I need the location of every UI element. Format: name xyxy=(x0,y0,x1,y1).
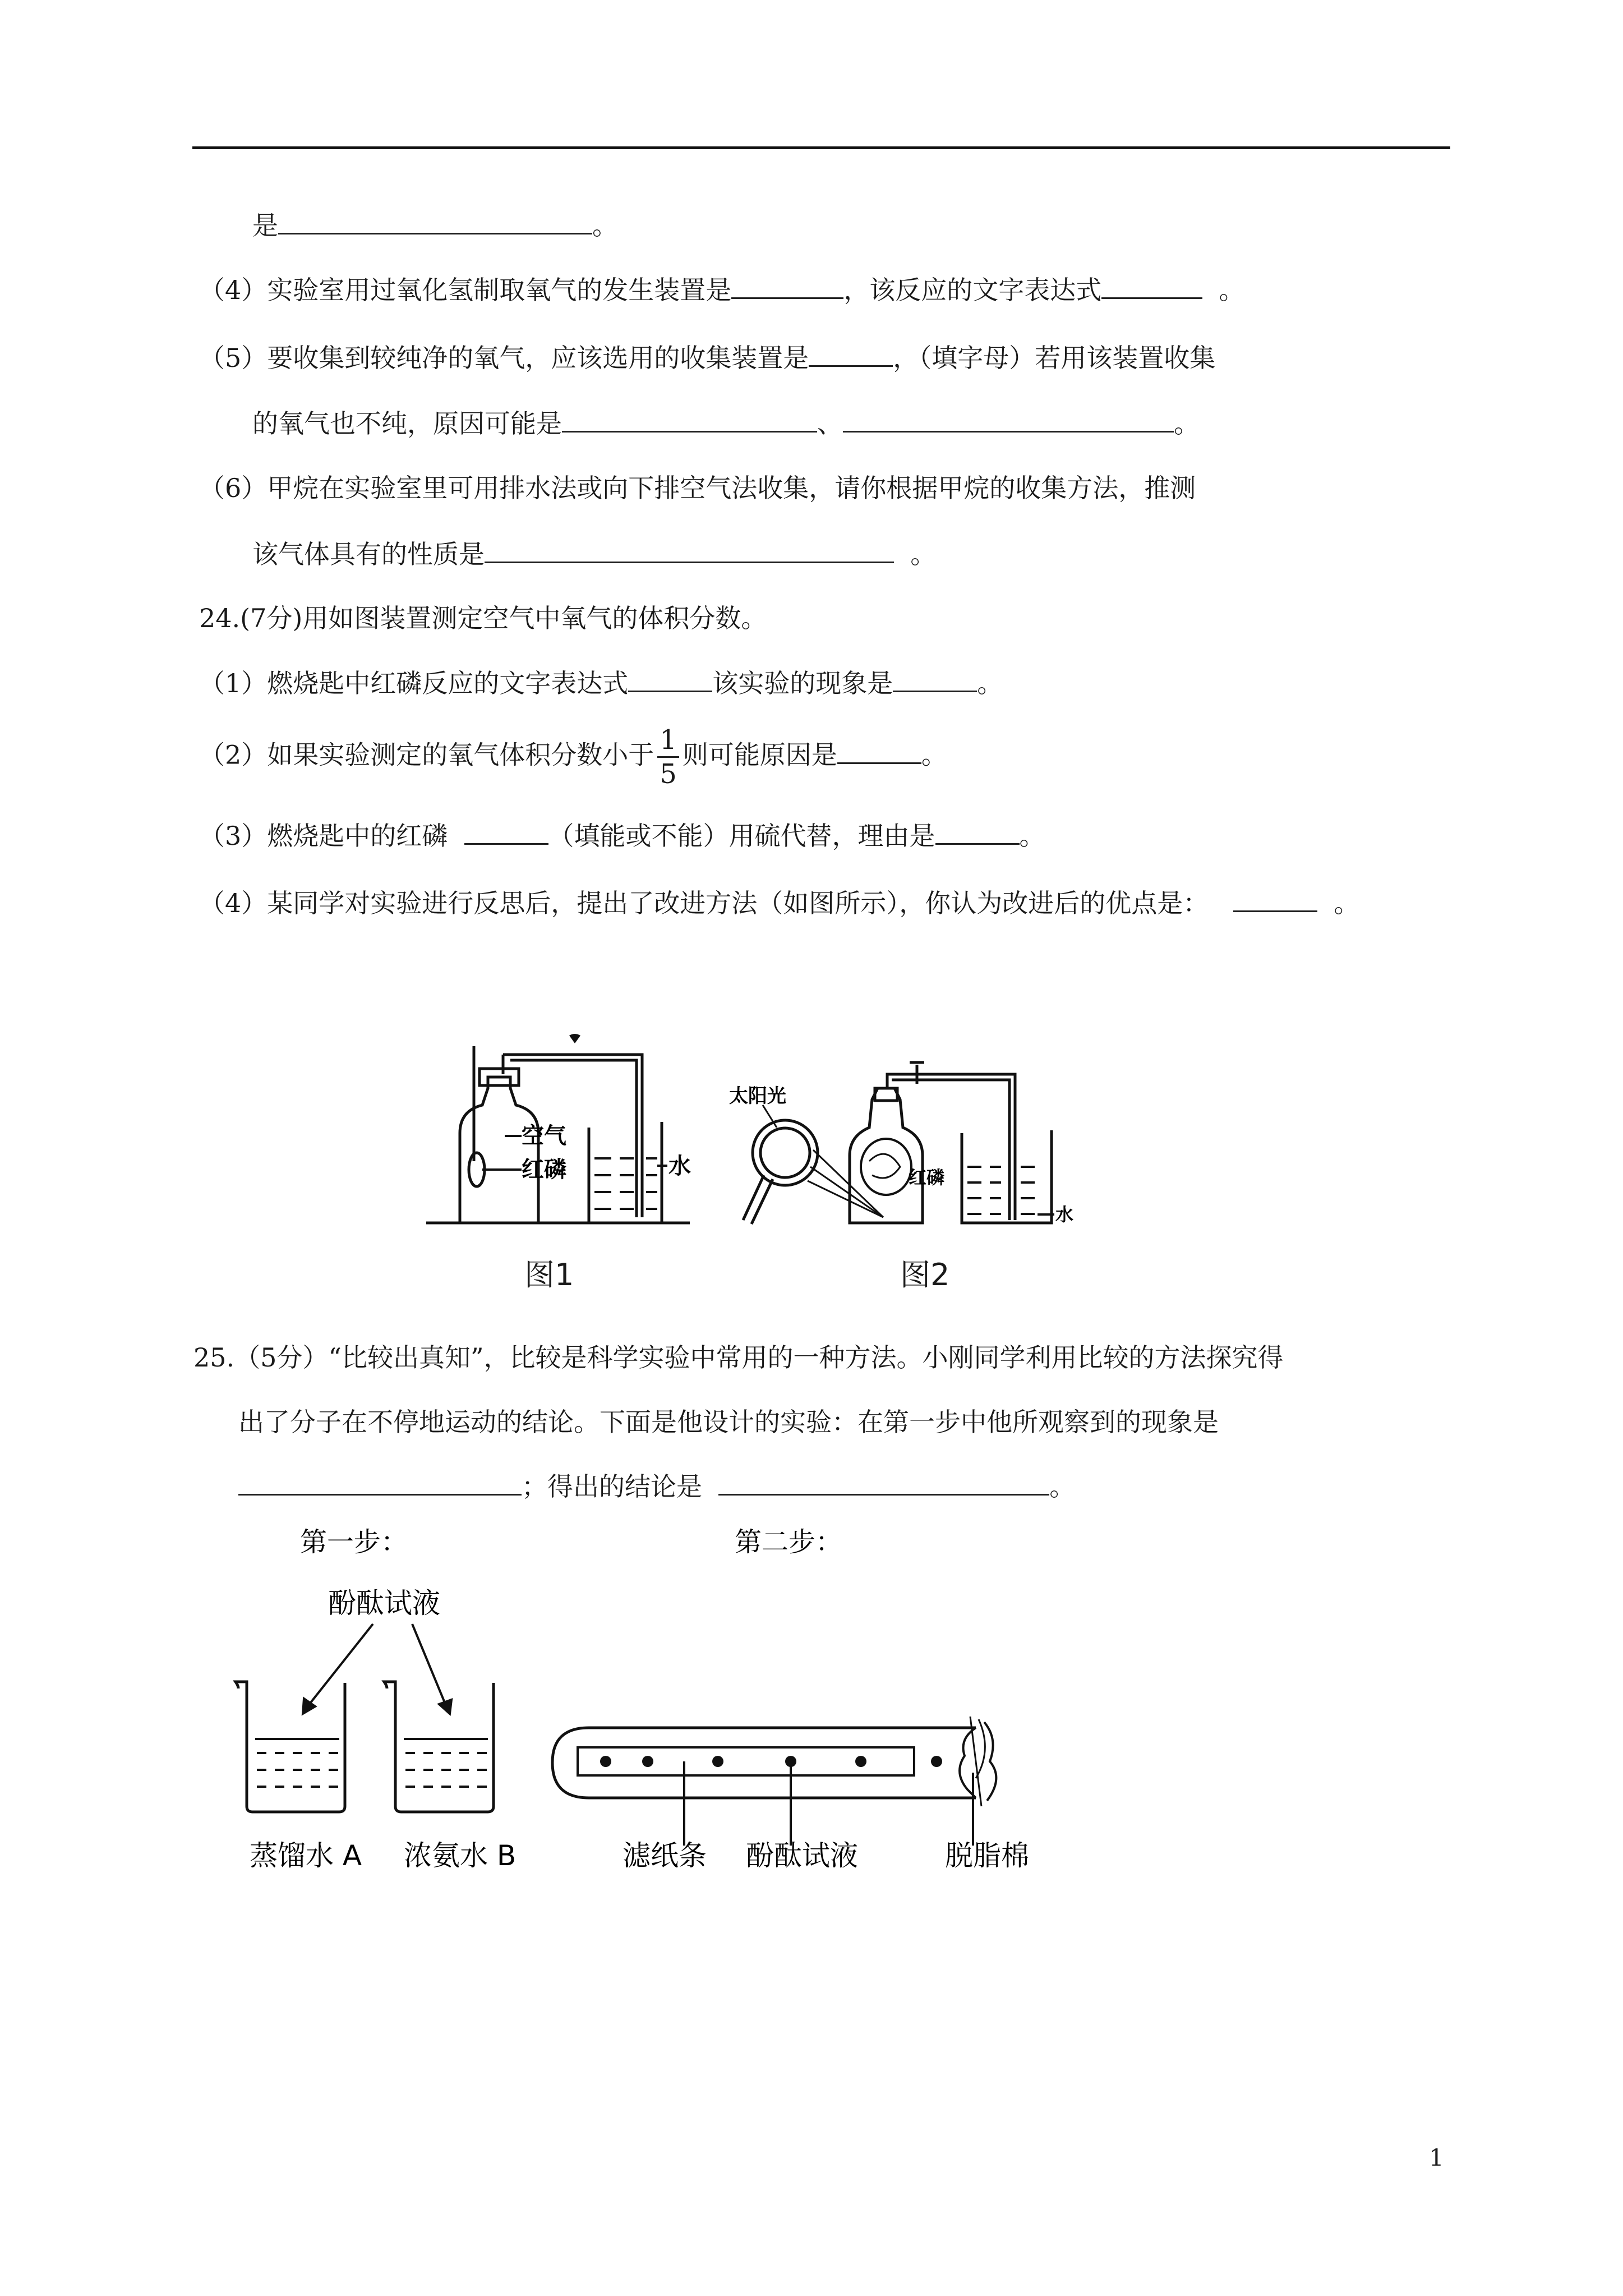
label-phenolphthalein: 酚酞试液 xyxy=(746,1839,858,1872)
answer-blank[interactable] xyxy=(464,820,548,845)
figure-1-caption: 图1 xyxy=(524,1257,574,1292)
answer-blank[interactable] xyxy=(843,407,1174,432)
label-air: 空气 xyxy=(522,1123,566,1149)
answer-blank[interactable] xyxy=(837,739,921,764)
q24-title: 24.(7分)用如图装置测定空气中氧气的体积分数。 xyxy=(199,603,767,633)
answer-blank[interactable] xyxy=(238,1470,522,1496)
figure-1-apparatus xyxy=(426,1032,695,1240)
q23-part6: （6）甲烷在实验室里可用排水法或向下排空气法收集，请你根据甲烷的收集方法，推测 xyxy=(199,473,1196,503)
answer-blank[interactable] xyxy=(809,342,893,367)
label-sunlight: 太阳光 xyxy=(729,1085,786,1107)
answer-blank[interactable] xyxy=(731,274,843,299)
label-cotton: 脱脂棉 xyxy=(945,1839,1029,1872)
label-phenolphthalein-top: 酚酞试液 xyxy=(328,1587,440,1619)
page-number: 1 xyxy=(1429,2144,1444,2171)
q23-part5-cont: 的氧气也不纯，原因可能是 、 。 xyxy=(252,408,1200,439)
answer-blank[interactable] xyxy=(278,209,592,234)
q24-sub4: （4）某同学对实验进行反思后，提出了改进方法（如图所示），你认为改进后的优点是： 。 xyxy=(199,888,1360,918)
answer-blank[interactable] xyxy=(562,407,817,432)
label-red-phosphorus: 红磷 xyxy=(909,1167,945,1188)
q25-line-3: ；得出的结论是 。 xyxy=(238,1470,1075,1503)
q24-sub2: （2）如果实验测定的氧气体积分数小于 $\frac{1}{5}$ 则可能原因是 。 xyxy=(199,724,947,790)
answer-blank[interactable] xyxy=(1233,887,1317,912)
q23-part5: （5）要收集到较纯净的氧气，应该选用的收集装置是 ，（填字母）若用该装置收集 xyxy=(199,343,1216,373)
q25-line-1: 25.（5分）“比较出真知”，比较是科学实验中常用的一种方法。小刚同学利用比较的方法探究得 xyxy=(193,1342,1284,1373)
label-step-1: 第一步： xyxy=(300,1526,408,1558)
q25-line-2: 出了分子在不停地运动的结论。下面是他设计的实验：在第一步中他所观察到的现象是 xyxy=(238,1407,1219,1437)
answer-blank[interactable] xyxy=(485,538,894,563)
q25-experiment-diagram xyxy=(224,1515,1077,1896)
label-water: 水 xyxy=(1055,1204,1074,1225)
header-rule xyxy=(192,146,1450,149)
fraction-one-fifth: $\frac{1}{5}$ xyxy=(657,724,679,790)
answer-blank[interactable] xyxy=(893,667,977,692)
label-distilled-water-a: 蒸馏水 A xyxy=(250,1839,362,1872)
q23-cont-line: 是 。 xyxy=(252,210,618,241)
figure-2-caption: 图2 xyxy=(900,1257,950,1292)
q23-part6-cont: 该气体具有的性质是 。 xyxy=(252,539,937,569)
answer-blank[interactable] xyxy=(1101,274,1202,299)
answer-blank[interactable] xyxy=(718,1470,1049,1496)
label-ammonia-b: 浓氨水 B xyxy=(404,1839,517,1872)
q24-sub1: （1）燃烧匙中红磷反应的文字表达式 该实验的现象是 。 xyxy=(199,668,1003,698)
q23-part4: （4）实验室用过氧化氢制取氧气的发生装置是 ，该反应的文字表达式 。 xyxy=(199,275,1245,305)
label-filter-strip: 滤纸条 xyxy=(623,1839,707,1872)
figure-2-apparatus xyxy=(729,1055,1077,1240)
answer-blank[interactable] xyxy=(628,667,712,692)
label-step-2: 第二步： xyxy=(735,1526,843,1558)
label-water: 水 xyxy=(668,1153,691,1179)
label-red-phosphorus: 红磷 xyxy=(522,1157,566,1182)
answer-blank[interactable] xyxy=(935,820,1020,845)
q24-sub3: （3）燃烧匙中的红磷 （填能或不能）用硫代替，理由是 。 xyxy=(199,821,1045,851)
